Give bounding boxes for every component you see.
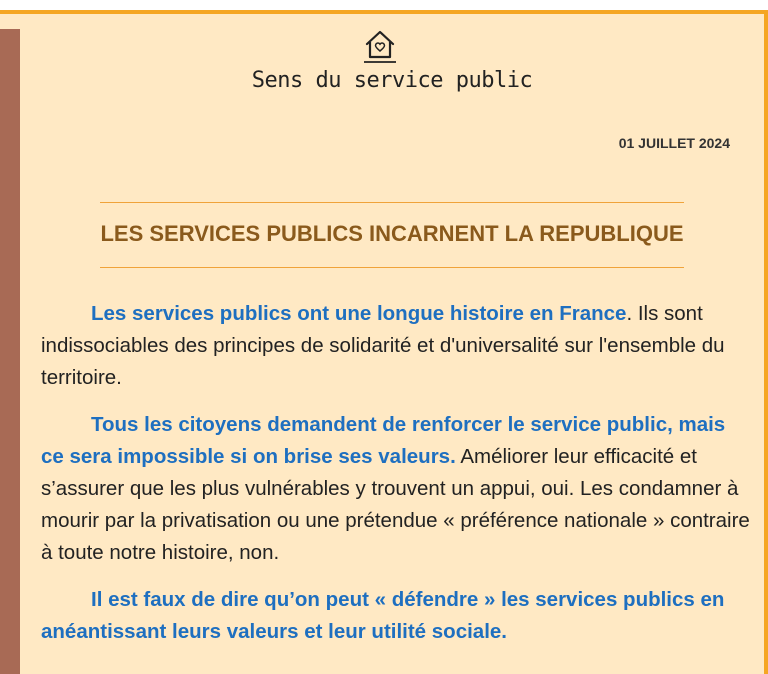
paragraph-text: . Ils sont indissociables des principes de solidarité et d'universalité sur l'ensemble du territoire. xyxy=(41,302,725,389)
headline-rule-top xyxy=(100,202,684,203)
paragraph xyxy=(41,584,751,648)
paragraph xyxy=(41,298,751,394)
paragraph-text: Améliorer leur efficacité et s’assurer que les plus vulnérables y trouvent un appui, oui. Les condamner à mourir par la privatisation ou une prétendue « préférence nationale » contraire à toute notre histoire, non. xyxy=(41,445,750,564)
headline: LES SERVICES PUBLICS INCARNENT LA REPUBLIQUE xyxy=(100,221,684,246)
document-page xyxy=(20,14,764,674)
article-body xyxy=(41,298,751,663)
brand-title: Sens du service public xyxy=(251,68,533,93)
left-accent-bar xyxy=(0,29,20,674)
headline-rule-bottom xyxy=(100,267,684,268)
paragraph-highlight: Il est faux de dire qu’on peut « défendre » les services publics en anéantissant leurs valeurs et leur utilité sociale. xyxy=(41,588,725,643)
house-heart-icon xyxy=(360,26,400,66)
paragraph-highlight: Les services publics ont une longue histoire en France xyxy=(91,302,627,325)
right-border xyxy=(764,10,768,674)
top-border xyxy=(0,0,768,14)
paragraph xyxy=(41,409,751,569)
publication-date: 01 JUILLET 2024 xyxy=(618,135,730,151)
paragraph-highlight: Tous les citoyens demandent de renforcer le service public, mais ce sera impossible si on brise ses valeurs. xyxy=(41,413,726,468)
